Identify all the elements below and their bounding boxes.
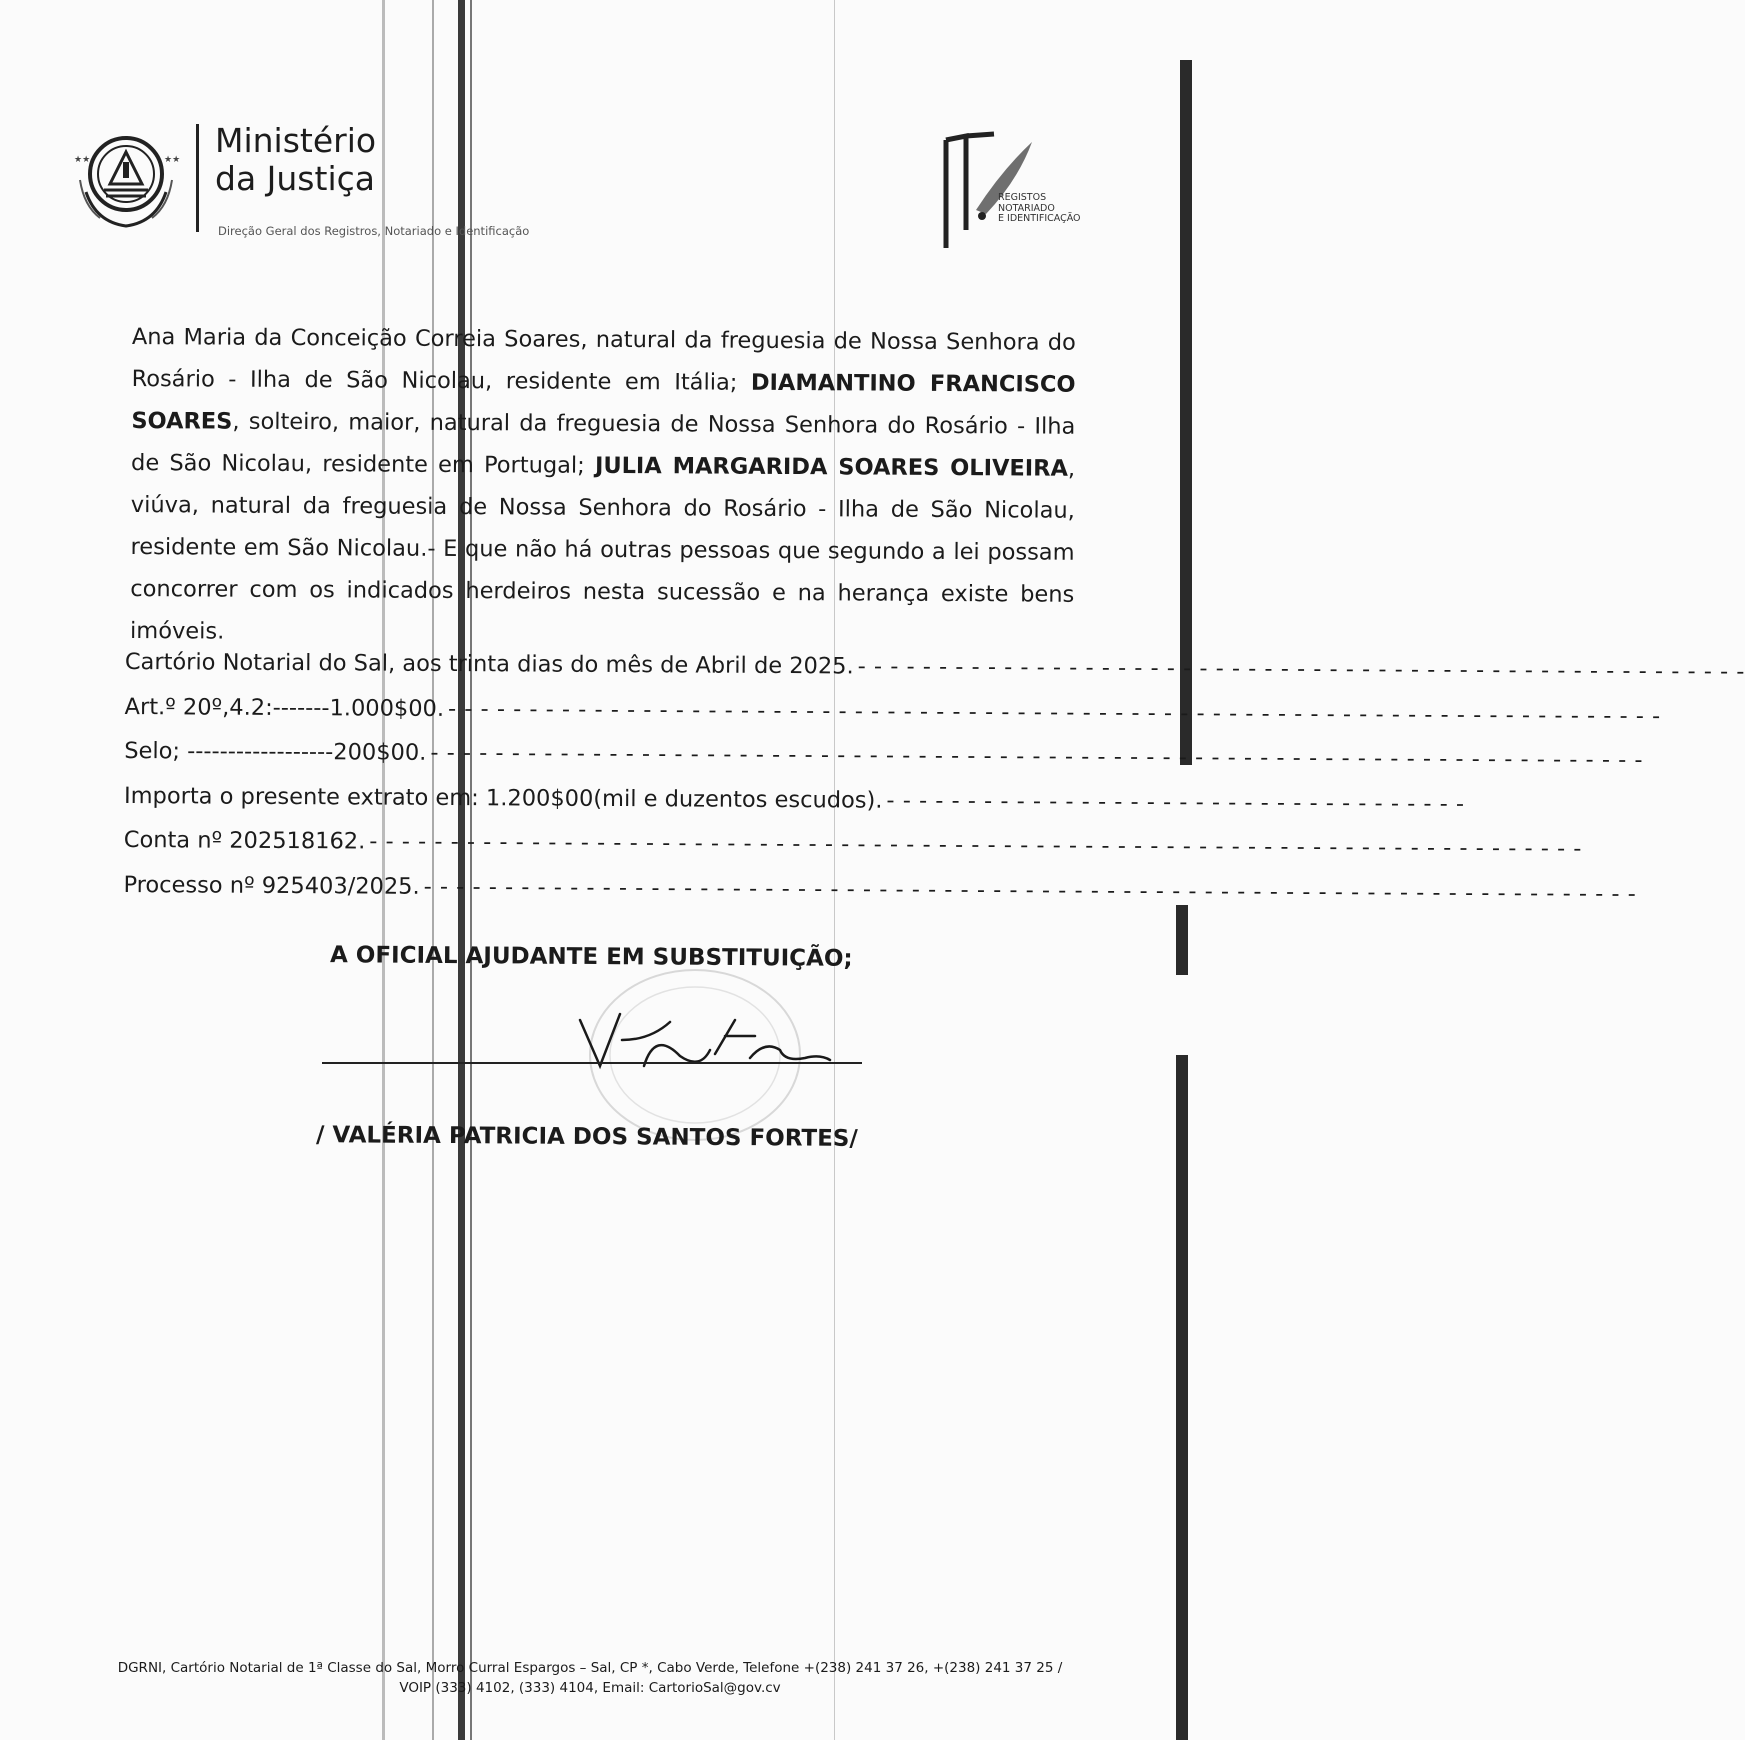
fill-dashes: - - - - - - - - - - - - - - - - - - - - - - - - - - - - - - - - - - - - - - - - - - - - - - - - - - - - - - - - - - - - - - - - - - - - - - - - - - - [430,739,1644,774]
rni-logo-text [998,193,1081,225]
ledger-row [123,773,1465,823]
page-edge-shadow [1176,905,1188,975]
ministry-subtitle: Direção Geral dos Registros, Notariado e Identificação [218,224,530,238]
deed-body-paragraph [130,316,1076,658]
fill-dashes: - - - - - - - - - - - - - - - - - - - - - - - - - - - - - - - - - - - - - - - - - - - - - - - - - - - - - - - [857,653,1745,685]
body-text-part: , solteiro, maior, natural da freguesia de Nossa Senhora do Rosário - Ilha de São Nicolau, residente em Portugal; [131,408,1076,479]
svg-text:★★: ★★ [164,155,181,165]
office-footer [110,1658,1070,1698]
rni-line: REGISTOS [998,192,1047,203]
ledger-row [123,818,1583,868]
ledger-text: Selo; ------------------200$00. [124,737,427,766]
ledger-text: Art.º 20º,4.2:-------1.000$00. [124,693,445,722]
signatory-name: / VALÉRIA PATRICIA DOS SANTOS FORTES/ [315,1122,858,1152]
header-divider [196,124,199,232]
ledger-row [124,684,1661,734]
svg-text:★★: ★★ [74,155,91,165]
body-text-part: Ana Maria da Conceição Correia Soares, natural da freguesia de Nossa Senhora do Rosário - Ilha de São Nicolau, residente em Itália; [131,323,1076,396]
ledger-text: Cartório Notarial do Sal, aos trinta dias do mês de Abril de 2025. [124,648,854,680]
fill-dashes: - - - - - - - - - - - - - - - - - - - - - - - - - - - - - - - - - - - - - - - - - - - - - - - - - - - - - - - - - - - - - - - - - - - - - - - - - - - [369,828,1583,862]
ledger-text: Importa o presente extrato em: 1.200$00(mil e duzentos escudos). [123,782,883,814]
heir-name: JULIA MARGARIDA SOARES OLIVEIRA [594,452,1069,482]
handwritten-signature [560,1000,860,1080]
fee-ledger [123,640,1745,913]
ministry-title-line1: Ministério [215,121,377,160]
ledger-row [124,729,1644,779]
ledger-text: Conta nº 202518162. [123,826,366,855]
signatory-title: A OFICIAL AJUDANTE EM SUBSTITUIÇÃO; [329,942,853,972]
page-edge-shadow [1176,1055,1188,1740]
footer-line: DGRNI, Cartório Notarial de 1ª Classe do Sal, Morro Curral Espargos – Sal, CP *, Cabo Verde, Telefone +(238) 241 37 26, +(238) 241 37 25 / [117,1660,1063,1676]
ledger-text: Processo nº 925403/2025. [123,871,420,900]
ministry-title [215,122,376,198]
heir-name: DIAMANTINO FRANCISCO SOARES [131,369,1076,435]
ledger-row [123,862,1637,912]
rni-line: E IDENTIFICAÇÃO [998,213,1081,224]
signature-line [322,1062,862,1064]
rni-logo-icon [942,130,1092,250]
ledger-row [124,640,1745,690]
fill-dashes: - - - - - - - - - - - - - - - - - - - - - - - - - - - - - - - - - - - - [886,787,1465,817]
fill-dashes: - - - - - - - - - - - - - - - - - - - - - - - - - - - - - - - - - - - - - - - - - - - - - - - - - - - - - - - - - - - - - - - - - - - - - - - - - - - [447,695,1661,729]
rni-line: NOTARIADO [998,202,1055,214]
footer-line: VOIP (333) 4102, (333) 4104, Email: CartorioSal@gov.cv [399,1680,781,1696]
ministry-title-line2: da Justiça [215,159,375,198]
fill-dashes: - - - - - - - - - - - - - - - - - - - - - - - - - - - - - - - - - - - - - - - - - - - - - - - - - - - - - - - - - - - - - - - - - - - - - - - - - - - [423,873,1637,907]
coat-of-arms-icon [66,122,186,234]
body-text-part: , viúva, natural da freguesia de Nossa Senhora do Rosário - Ilha de São Nicolau, residente em São Nicolau.- E que não há outras pessoas que segundo a lei possam concorrer com os indicados herdeiros nesta sucessão e na herança existe bens imóveis. [129,455,1076,645]
